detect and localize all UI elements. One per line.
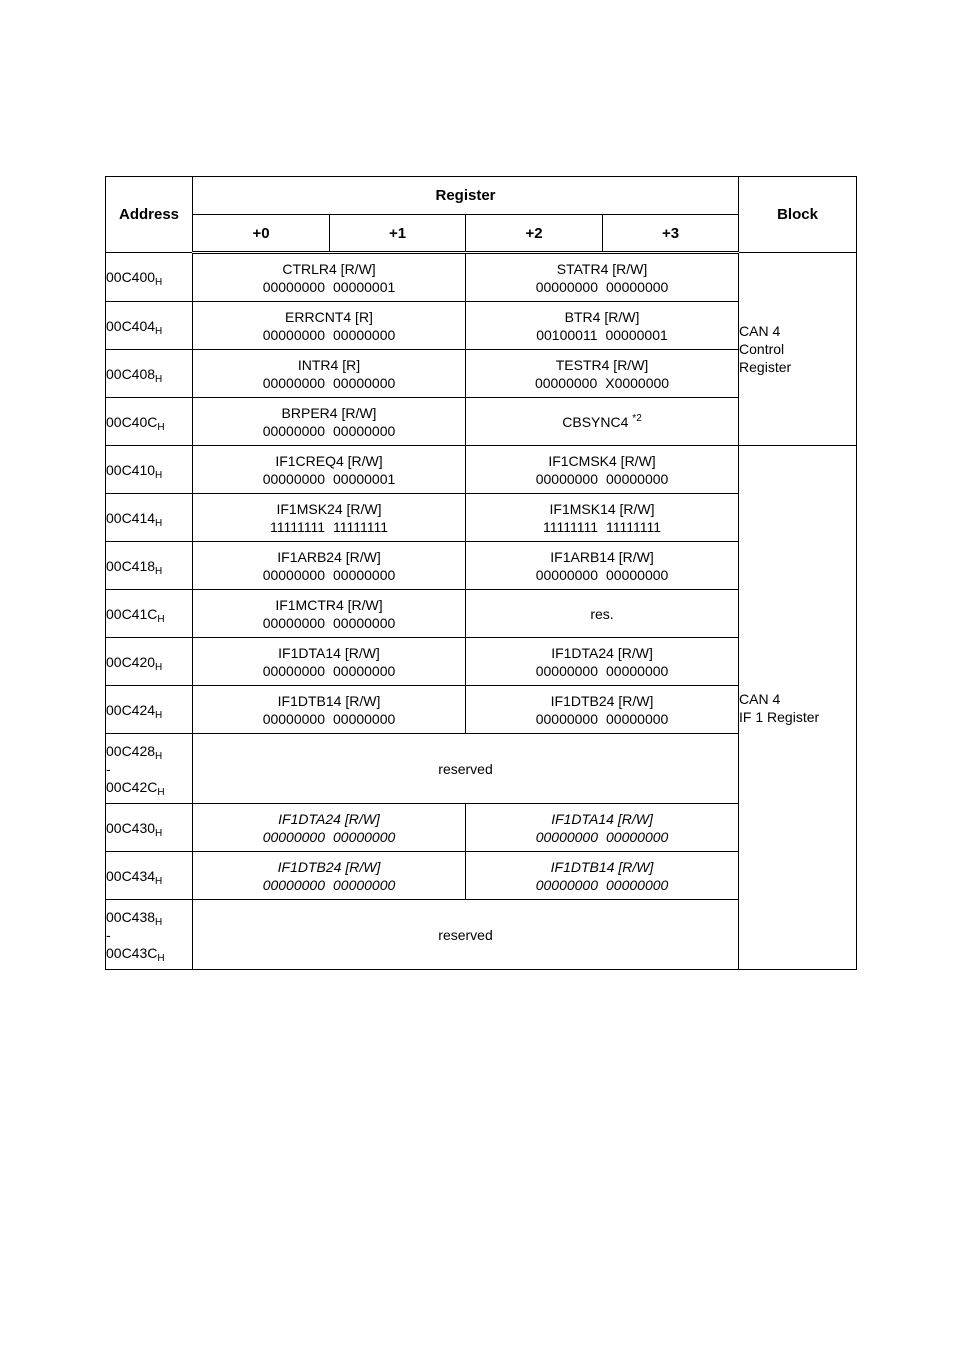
address-cell: $00C430_H$: [106, 804, 193, 852]
offset-header: +2: [466, 215, 603, 253]
register-cell: TESTR4 [R/W] 00000000 X0000000: [466, 350, 739, 398]
register-cell: IF1DTB14 [R/W] 00000000 00000000: [193, 686, 466, 734]
register-cell: CTRLR4 [R/W] 00000000 00000001: [193, 253, 466, 302]
register-cell: IF1DTB24 [R/W] 00000000 00000000: [466, 686, 739, 734]
register-cell: CBSYNC4 $^{*2}$: [466, 398, 739, 446]
reserved-cell: reserved: [193, 900, 739, 970]
register-cell: IF1CMSK4 [R/W] 00000000 00000000: [466, 446, 739, 494]
footnote-ref: *2: [632, 412, 642, 424]
address-cell: $00C434_H$: [106, 852, 193, 900]
register-cell: IF1ARB24 [R/W] 00000000 00000000: [193, 542, 466, 590]
address-cell: $00C41C_H$: [106, 590, 193, 638]
address-cell: $00C408_H$: [106, 350, 193, 398]
register-cell: IF1ARB14 [R/W] 00000000 00000000: [466, 542, 739, 590]
register-cell: IF1MSK24 [R/W] 11111111 11111111: [193, 494, 466, 542]
register-cell: INTR4 [R] 00000000 00000000: [193, 350, 466, 398]
register-cell: IF1DTB24 [R/W] 00000000 00000000: [193, 852, 466, 900]
reserved-cell: reserved: [193, 734, 739, 804]
address-range-cell: $00C438_H$ - $00C43C_H$: [106, 900, 193, 970]
offset-header: +3: [603, 215, 739, 253]
register-cell: STATR4 [R/W] 00000000 00000000: [466, 253, 739, 302]
offset-header: +0: [193, 215, 330, 253]
register-cell: IF1CREQ4 [R/W] 00000000 00000001: [193, 446, 466, 494]
address-cell: $00C400_H$: [106, 253, 193, 302]
address-header: Address: [106, 177, 193, 253]
register-cell: IF1DTB14 [R/W] 00000000 00000000: [466, 852, 739, 900]
address-cell: $00C410_H$: [106, 446, 193, 494]
table-row: [106, 253, 857, 302]
register-cell: IF1DTA24 [R/W] 00000000 00000000: [466, 638, 739, 686]
register-map-table: [105, 176, 857, 970]
address-cell: $00C414_H$: [106, 494, 193, 542]
address-cell: $00C404_H$: [106, 302, 193, 350]
address-cell: $00C424_H$: [106, 686, 193, 734]
register-cell: BTR4 [R/W] 00100011 00000001: [466, 302, 739, 350]
offset-header: +1: [330, 215, 466, 253]
block-cell-control: CAN 4 Control Register: [739, 253, 857, 446]
address-cell: $00C40C_H$: [106, 398, 193, 446]
register-cell: IF1DTA14 [R/W] 00000000 00000000: [466, 804, 739, 852]
register-cell: IF1MSK14 [R/W] 11111111 11111111: [466, 494, 739, 542]
register-cell: res.: [466, 590, 739, 638]
register-cell: IF1DTA24 [R/W] 00000000 00000000: [193, 804, 466, 852]
register-cell: IF1MCTR4 [R/W] 00000000 00000000: [193, 590, 466, 638]
block-cell-if1: CAN 4 IF 1 Register: [739, 446, 857, 970]
address-cell: $00C418_H$: [106, 542, 193, 590]
register-cell: BRPER4 [R/W] 00000000 00000000: [193, 398, 466, 446]
block-header: Block: [739, 177, 857, 253]
address-cell: $00C420_H$: [106, 638, 193, 686]
register-header: Register: [193, 177, 739, 215]
table-row: [106, 446, 857, 494]
register-cell: IF1DTA14 [R/W] 00000000 00000000: [193, 638, 466, 686]
register-cell: ERRCNT4 [R] 00000000 00000000: [193, 302, 466, 350]
address-range-cell: $00C428_H$ - $00C42C_H$: [106, 734, 193, 804]
